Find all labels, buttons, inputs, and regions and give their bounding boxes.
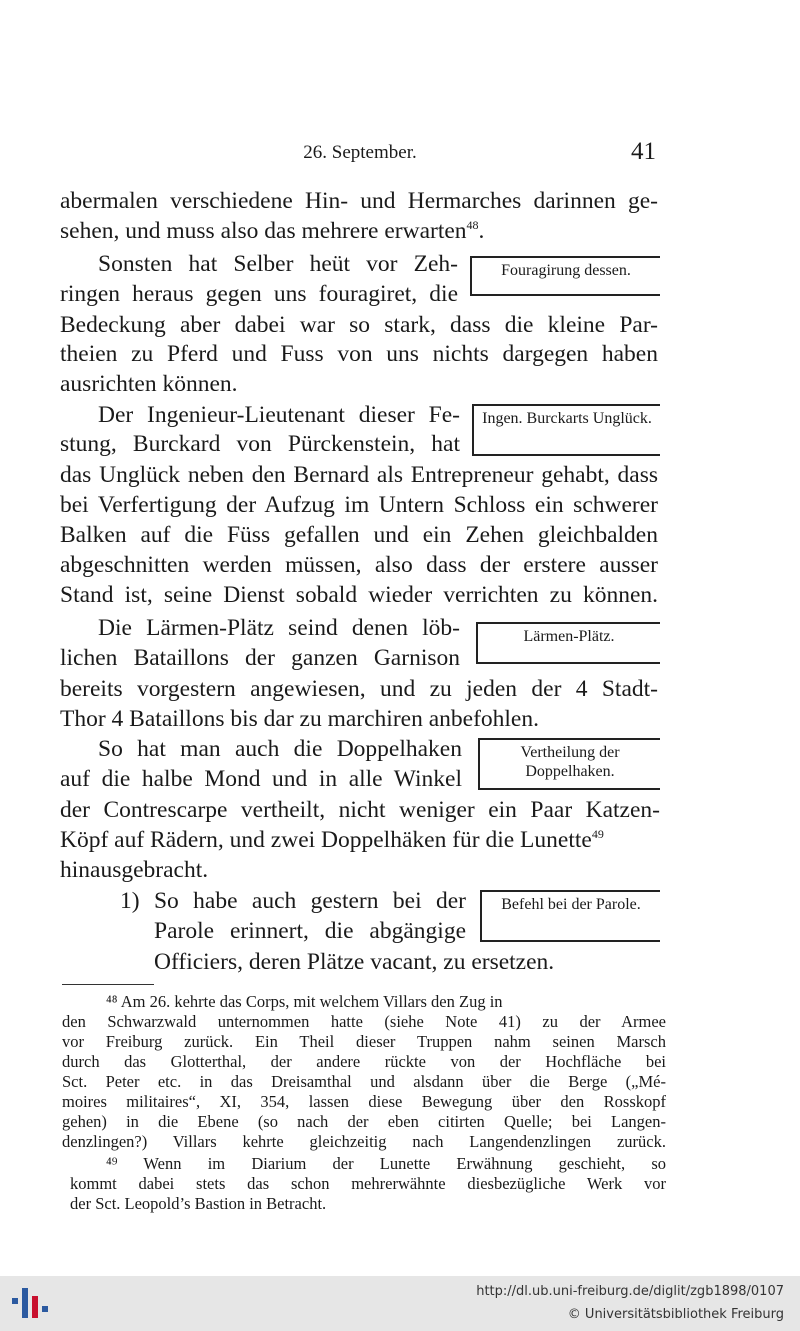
text-line: Sonsten hat Selber heüt vor Zeh- [98,251,458,277]
text-line: Parole erinnert, die abgängige [154,918,466,944]
footnote-ref[interactable]: 48 [466,218,479,233]
running-head: 26. September. [303,142,417,163]
text-line: Köpf auf Rädern, und zwei Doppelhäken für die Lunette$^{49}$ [60,827,604,853]
footnote-line: vor Freiburg zurück. Ein Theil dieser Truppen nahm seinen Marsch [62,1032,666,1051]
footnote-ref[interactable]: 49 [591,827,604,842]
margin-note: Befehl bei der Parole. [480,890,660,942]
footnote-line: ⁴⁹ Wenn im Diarium der Lunette Erwähnung geschieht, so [106,1154,666,1173]
footnote-rule [62,984,154,985]
text-line: stung, Burckard von Pürckenstein, hat [60,431,460,457]
text-line: bei Verfertigung der Aufzug im Untern Schloss ein schwerer [60,492,658,518]
footnote-line: denzlingen?) Villars kehrte gleichzeitig nach Langendenzlingen zurück. [62,1132,666,1151]
margin-note: Ingen. Burckarts Unglück. [472,404,660,456]
text-line: der Contrescarpe vertheilt, nicht weniger ein Paar Katzen- [60,797,660,823]
text-line: Bedeckung aber dabei war so stark, dass die kleine Par- [60,312,658,338]
text-line: sehen, und muss also das mehrere erwarten$^{48}$. [60,218,485,244]
margin-note: Lärmen-Plätz. [476,622,660,664]
text-line: Thor 4 Bataillons bis dar zu marchiren anbefohlen. [60,706,539,732]
text-line: bereits vorgestern angewiesen, und zu jeden der 4 Stadt- [60,676,658,702]
footnote-line: ⁴⁸ Am 26. kehrte das Corps, mit welchem Villars den Zug in [106,992,503,1011]
text-line: Stand ist, seine Dienst sobald wieder verrichten zu können. [60,582,658,608]
text-line: hinausgebracht. [60,857,209,883]
text-line: So hat man auch die Doppelhaken [98,736,462,762]
text-line: das Unglück neben den Bernard als Entrepreneur gehabt, dass [60,462,658,488]
text-line: ringen heraus gegen uns fouragiret, die [60,281,458,307]
text-line: Die Lärmen-Plätz seind denen löb- [98,615,460,641]
footnote-line: durch das Glotterthal, der andere rückte von der Hochfläche bei [62,1052,666,1071]
copyright-text: © Universitätsbibliothek Freiburg [567,1307,784,1322]
text-line: Officiers, deren Plätze vacant, zu ersetzen. [154,949,555,975]
text-line: theien zu Pferd und Fuss von uns nichts dargegen haben [60,341,658,367]
footnote-line: gehen) in die Ebene (so nach der eben citirten Quelle; bei Langen- [62,1112,666,1131]
footer-bar [0,1276,800,1331]
footnote-line: moires militaires“, XI, 354, lassen diese Bewegung über den Rosskopf [62,1092,666,1111]
text-line: Der Ingenieur-Lieutenant dieser Fe- [98,402,460,428]
footnote-line: der Sct. Leopold’s Bastion in Betracht. [70,1194,327,1213]
source-url-link[interactable]: http://dl.ub.uni-freiburg.de/diglit/zgb1898/0107 [476,1284,784,1299]
text-line: Balken auf die Füss gefallen und ein Zehen gleichbalden [60,522,658,548]
footnote-line: Sct. Peter etc. in das Dreisamthal und alsdann über die Berge („Mé- [62,1072,666,1091]
text-line: ausrichten können. [60,371,238,397]
page-number: 41 [631,138,656,165]
margin-note: Vertheilung der Doppelhaken. [478,738,660,790]
footnote-line: kommt dabei stets das schon mehrerwähnte diesbezügliche Werk vor [70,1174,666,1193]
text-line: abermalen verschiedene Hin- und Hermarches darinnen ge- [60,188,658,214]
text-line: auf die halbe Mond und in alle Winkel [60,766,462,792]
footnote-line: den Schwarzwald unternommen hatte (siehe Note 41) zu der Armee [62,1012,666,1031]
page-header [60,138,660,172]
text-line: abgeschnitten werden müssen, also dass der erstere ausser [60,552,658,578]
margin-note: Fouragirung dessen. [470,256,660,296]
text-line: 1) So habe auch gestern bei der [120,888,466,914]
library-logo-icon[interactable] [8,1282,52,1326]
text-line: lichen Bataillons der ganzen Garnison [60,645,460,671]
